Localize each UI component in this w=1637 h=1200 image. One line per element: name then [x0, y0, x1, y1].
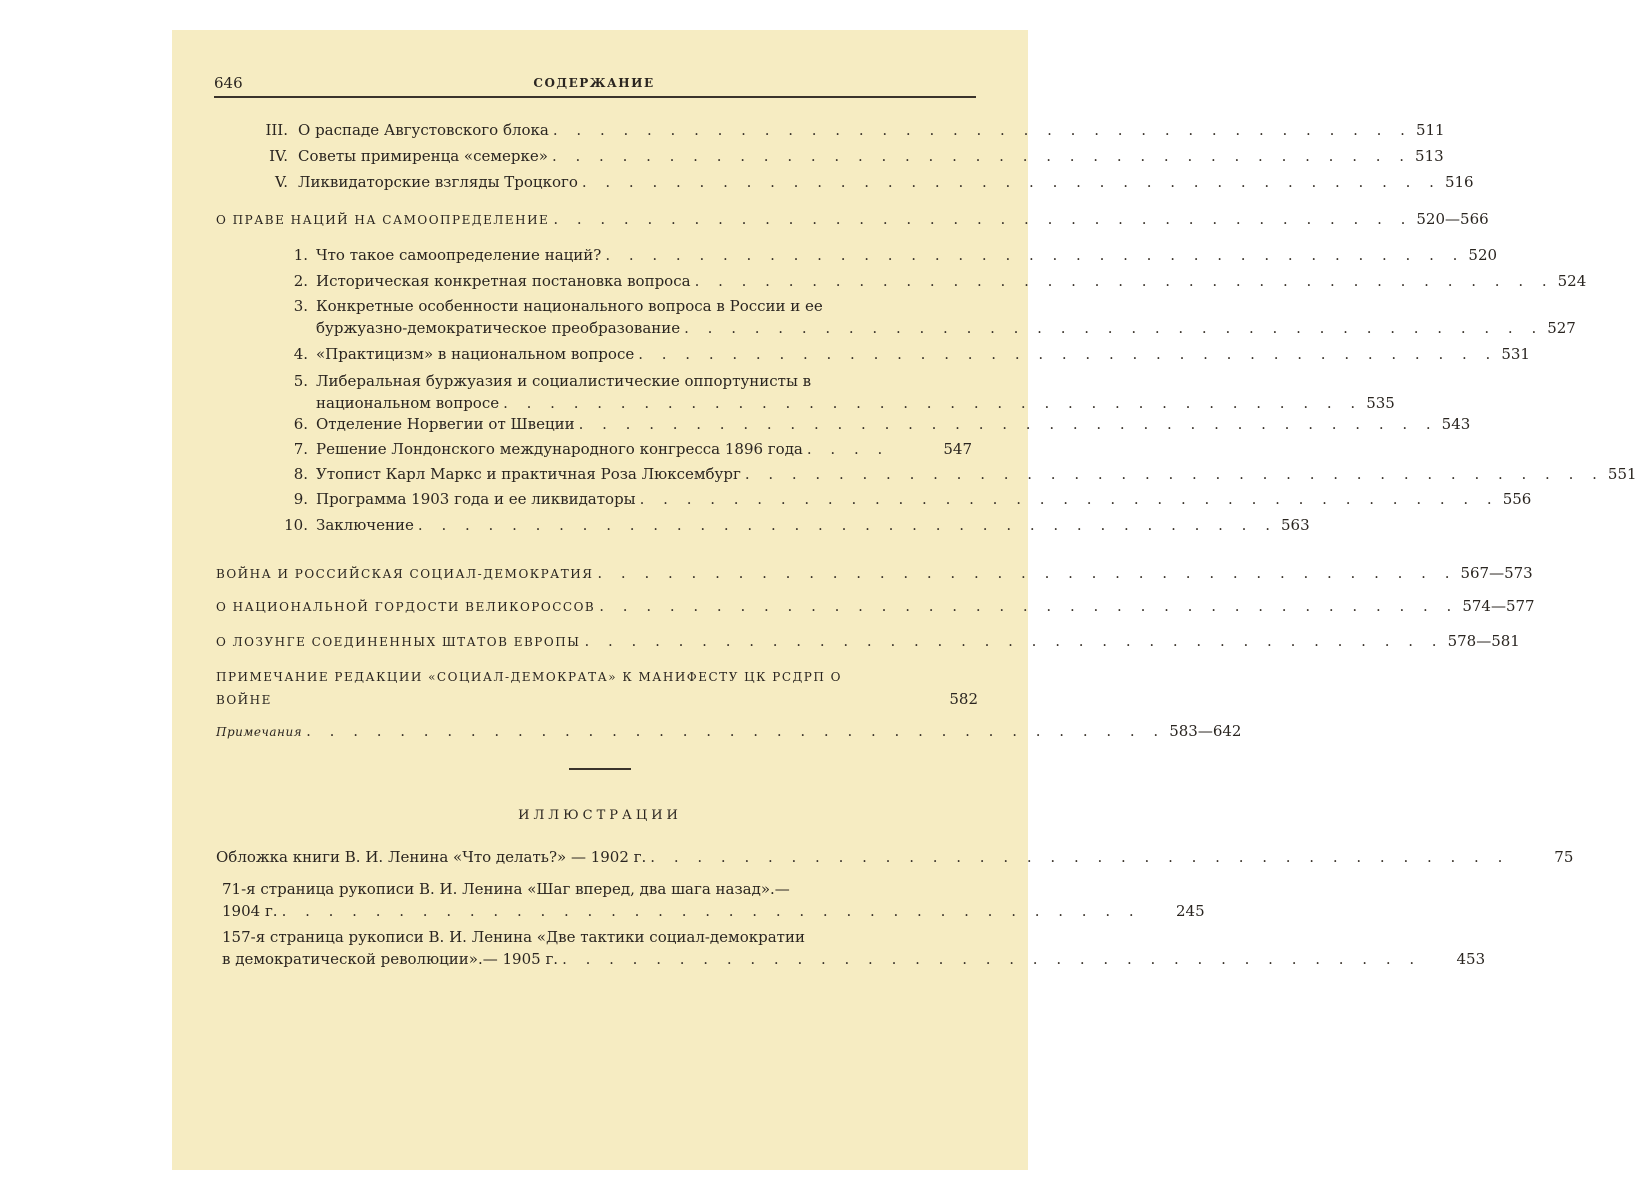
entry-title: Отделение Норвегии от Швеции	[316, 415, 575, 433]
leader-dots: . . . . . . . . . . . . . . . . . . . . . . . . . . . . . . . . . . . . .	[597, 564, 1457, 582]
page-number: 646	[214, 74, 243, 92]
toc-section	[216, 666, 978, 711]
entry-page: 547	[943, 440, 972, 458]
entry-page: 516	[1444, 173, 1474, 191]
illustrations-heading: ИЛЛЮСТРАЦИИ	[518, 808, 682, 823]
section-title: О ПРАВЕ НАЦИЙ НА САМООПРЕДЕЛЕНИЕ	[216, 213, 550, 227]
toc-entry	[222, 145, 1444, 167]
section-pages: 567—573	[1460, 564, 1533, 582]
illustration-page: 453	[1456, 950, 1486, 968]
section-title-line2: ВОЙНЕ	[216, 693, 272, 707]
entry-title-line1: Конкретные особенности национального вопроса в России и ее	[316, 297, 823, 315]
section-title-line1: ПРИМЕЧАНИЕ РЕДАКЦИИ «СОЦИАЛ-ДЕМОКРАТА» К МАНИФЕСТУ ЦК РСДРП О	[216, 670, 842, 684]
leader-dots: . . . . . . . . . . . . . . . . . . . . . . . . . . . . . . . . . . . . .	[744, 465, 1604, 483]
entry-page: 551	[1607, 465, 1637, 483]
notes-pages: 583—642	[1169, 722, 1242, 740]
leader-dots: . . . . . . . . . . . . . . . . . . . . . . . . . . . . . . . . . . . . .	[578, 415, 1438, 433]
toc-section	[216, 595, 1535, 618]
entry-title: О распаде Августовского блока	[298, 121, 549, 139]
leader-dots: . . . . . . . . . . . . . . . . . . . . . . . . . . . . . . . . . . . . .	[684, 319, 1544, 337]
illustration-entry	[222, 926, 1486, 970]
toc-section	[216, 630, 1520, 653]
leader-dots: . . . . . . . . . . . . . . . . . . . . . . . . . . . . . . . . . . . . .	[503, 394, 1363, 412]
toc-entry	[222, 119, 1445, 141]
entry-title-line2: буржуазно-демократическое преобразование	[316, 319, 681, 337]
toc-entry	[252, 295, 1576, 339]
entry-number: III.	[265, 121, 288, 139]
entry-number: 3.	[293, 297, 308, 315]
page-header	[214, 74, 974, 96]
entry-title: Решение Лондонского международного конгресса 1896 года	[316, 440, 803, 458]
section-pages: 582	[949, 690, 978, 708]
entry-page: 527	[1547, 319, 1576, 337]
toc-entry	[252, 438, 972, 460]
leader-dots: . . . . . . . . . . . . . . . . . . . . . . . . . . . . . . . . . . . . .	[552, 121, 1412, 139]
entry-page: 520	[1468, 246, 1498, 264]
leader-dots: . . . . . . . . . . . . . . . . . . . . . . . . . . . . . . . . . . . . .	[553, 210, 1413, 228]
illustration-title-line1: 71-я страница рукописи В. И. Ленина «Шаг вперед, два шага назад».—	[222, 880, 790, 898]
notes-title: Примечания	[216, 725, 303, 739]
leader-dots: . . . .	[806, 440, 890, 458]
entry-title: Историческая конкретная постановка вопроса	[316, 272, 691, 290]
entry-number: IV.	[269, 147, 288, 165]
toc-entry	[252, 343, 1530, 365]
toc-section	[216, 720, 1242, 743]
illustration-entry	[216, 846, 1574, 868]
toc-entry	[252, 413, 1471, 435]
leader-dots: . . . . . . . . . . . . . . . . . . . . . . . . . . . . . . . . . . . . .	[562, 950, 1422, 968]
section-title: О НАЦИОНАЛЬНОЙ ГОРДОСТИ ВЕЛИКОРОССОВ	[216, 600, 596, 614]
toc-entry	[252, 514, 1310, 536]
entry-title: Программа 1903 года и ее ликвидаторы	[316, 490, 636, 508]
leader-dots: . . . . . . . . . . . . . . . . . . . . . . . . . . . . . . . . . . . . .	[639, 490, 1499, 508]
toc-entry	[252, 270, 1587, 292]
leader-space	[272, 688, 950, 710]
toc-entry	[252, 244, 1498, 266]
entry-title-line1: Либеральная буржуазия и социалистические оппортунисты в	[316, 372, 812, 390]
entry-number: 2.	[293, 272, 308, 290]
entry-number: 4.	[293, 345, 308, 363]
entry-title: Заключение	[316, 516, 414, 534]
entry-title: «Практицизм» в национальном вопросе	[316, 345, 635, 363]
leader-dots: . . . . . . . . . . . . . . . . . . . . . . . . . . . . . . . . . . . . .	[584, 632, 1444, 650]
leader-dots: . . . . . . . . . . . . . . . . . . . . . . . . . . . . . . . . . . . . .	[281, 902, 1141, 920]
leader-dots: . . . . . . . . . . . . . . . . . . . . . . . . . . . . . . . . . . . . .	[694, 272, 1554, 290]
illustration-title-line2: в демократической революции».— 1905 г.	[222, 950, 559, 968]
header-rule	[214, 96, 976, 98]
section-title: ВОЙНА И РОССИЙСКАЯ СОЦИАЛ-ДЕМОКРАТИЯ	[216, 567, 594, 581]
section-pages: 520—566	[1416, 210, 1489, 228]
section-title: О ЛОЗУНГЕ СОЕДИНЕННЫХ ШТАТОВ ЕВРОПЫ	[216, 635, 581, 649]
toc-section	[216, 562, 1533, 585]
entry-page: 531	[1501, 345, 1530, 363]
leader-dots: . . . . . . . . . . . . . . . . . . . . . . . . . . . . . . . . . . . . .	[551, 147, 1412, 165]
leader-dots: . . . . . . . . . . . . . . . . . . . . . . . . . . . . . . . . . . . . .	[306, 722, 1166, 740]
entry-title-line2: национальном вопросе	[316, 394, 500, 412]
entry-number: 5.	[293, 372, 308, 390]
leader-dots: . . . . . . . . . . . . . . . . . . . . . . . . . . . . . . . . . . . . .	[605, 246, 1465, 264]
illustration-page: 75	[1554, 848, 1574, 866]
illustration-title-line2: 1904 г.	[222, 902, 278, 920]
toc-entry	[252, 463, 1637, 485]
entry-title: Советы примиренца «семерке»	[298, 147, 548, 165]
illustration-entry	[222, 878, 1205, 922]
section-pages: 574—577	[1462, 597, 1535, 615]
leader-dots: . . . . . . . . . . . . . . . . . . . . . . . . . . . . . . . . . . . . .	[650, 848, 1510, 866]
toc-entry	[222, 171, 1474, 193]
illustration-page: 245	[1176, 902, 1205, 920]
entry-number: 7.	[293, 440, 308, 458]
section-pages: 578—581	[1447, 632, 1520, 650]
entry-number: 10.	[284, 516, 308, 534]
entry-page: 513	[1415, 147, 1444, 165]
illustration-title: Обложка книги В. И. Ленина «Что делать?» — 1902 г.	[216, 848, 647, 866]
leader-dots: . . . . . . . . . . . . . . . . . . . . . . . . . . . . . . . . . . . . .	[638, 345, 1498, 363]
entry-page: 511	[1415, 121, 1445, 139]
entry-page: 535	[1366, 394, 1395, 412]
entry-number: 8.	[293, 465, 308, 483]
toc-entry	[252, 370, 1395, 414]
entry-page: 556	[1502, 490, 1532, 508]
entry-number: V.	[275, 173, 288, 191]
book-page	[172, 30, 1637, 1170]
divider	[569, 768, 631, 770]
entry-number: 9.	[293, 490, 308, 508]
entry-page: 524	[1557, 272, 1587, 290]
entry-title: Утопист Карл Маркс и практичная Роза Люксембург	[316, 465, 741, 483]
running-title: СОДЕРЖАНИЕ	[533, 76, 655, 90]
entry-number: 6.	[293, 415, 308, 433]
leader-dots: . . . . . . . . . . . . . . . . . . . . . . . . . . . . . . . . . . . . .	[417, 516, 1277, 534]
entry-page: 543	[1441, 415, 1471, 433]
leader-dots: . . . . . . . . . . . . . . . . . . . . . . . . . . . . . . . . . . . . .	[599, 597, 1459, 615]
entry-page: 563	[1281, 516, 1310, 534]
entry-title: Ликвидаторские взгляды Троцкого	[298, 173, 578, 191]
toc-entry	[252, 488, 1532, 510]
toc-section	[216, 208, 1489, 231]
illustration-title-line1: 157-я страница рукописи В. И. Ленина «Две тактики социал-демократии	[222, 928, 805, 946]
entry-number: 1.	[293, 246, 308, 264]
entry-title: Что такое самоопределение наций?	[316, 246, 602, 264]
leader-dots: . . . . . . . . . . . . . . . . . . . . . . . . . . . . . . . . . . . . .	[581, 173, 1441, 191]
